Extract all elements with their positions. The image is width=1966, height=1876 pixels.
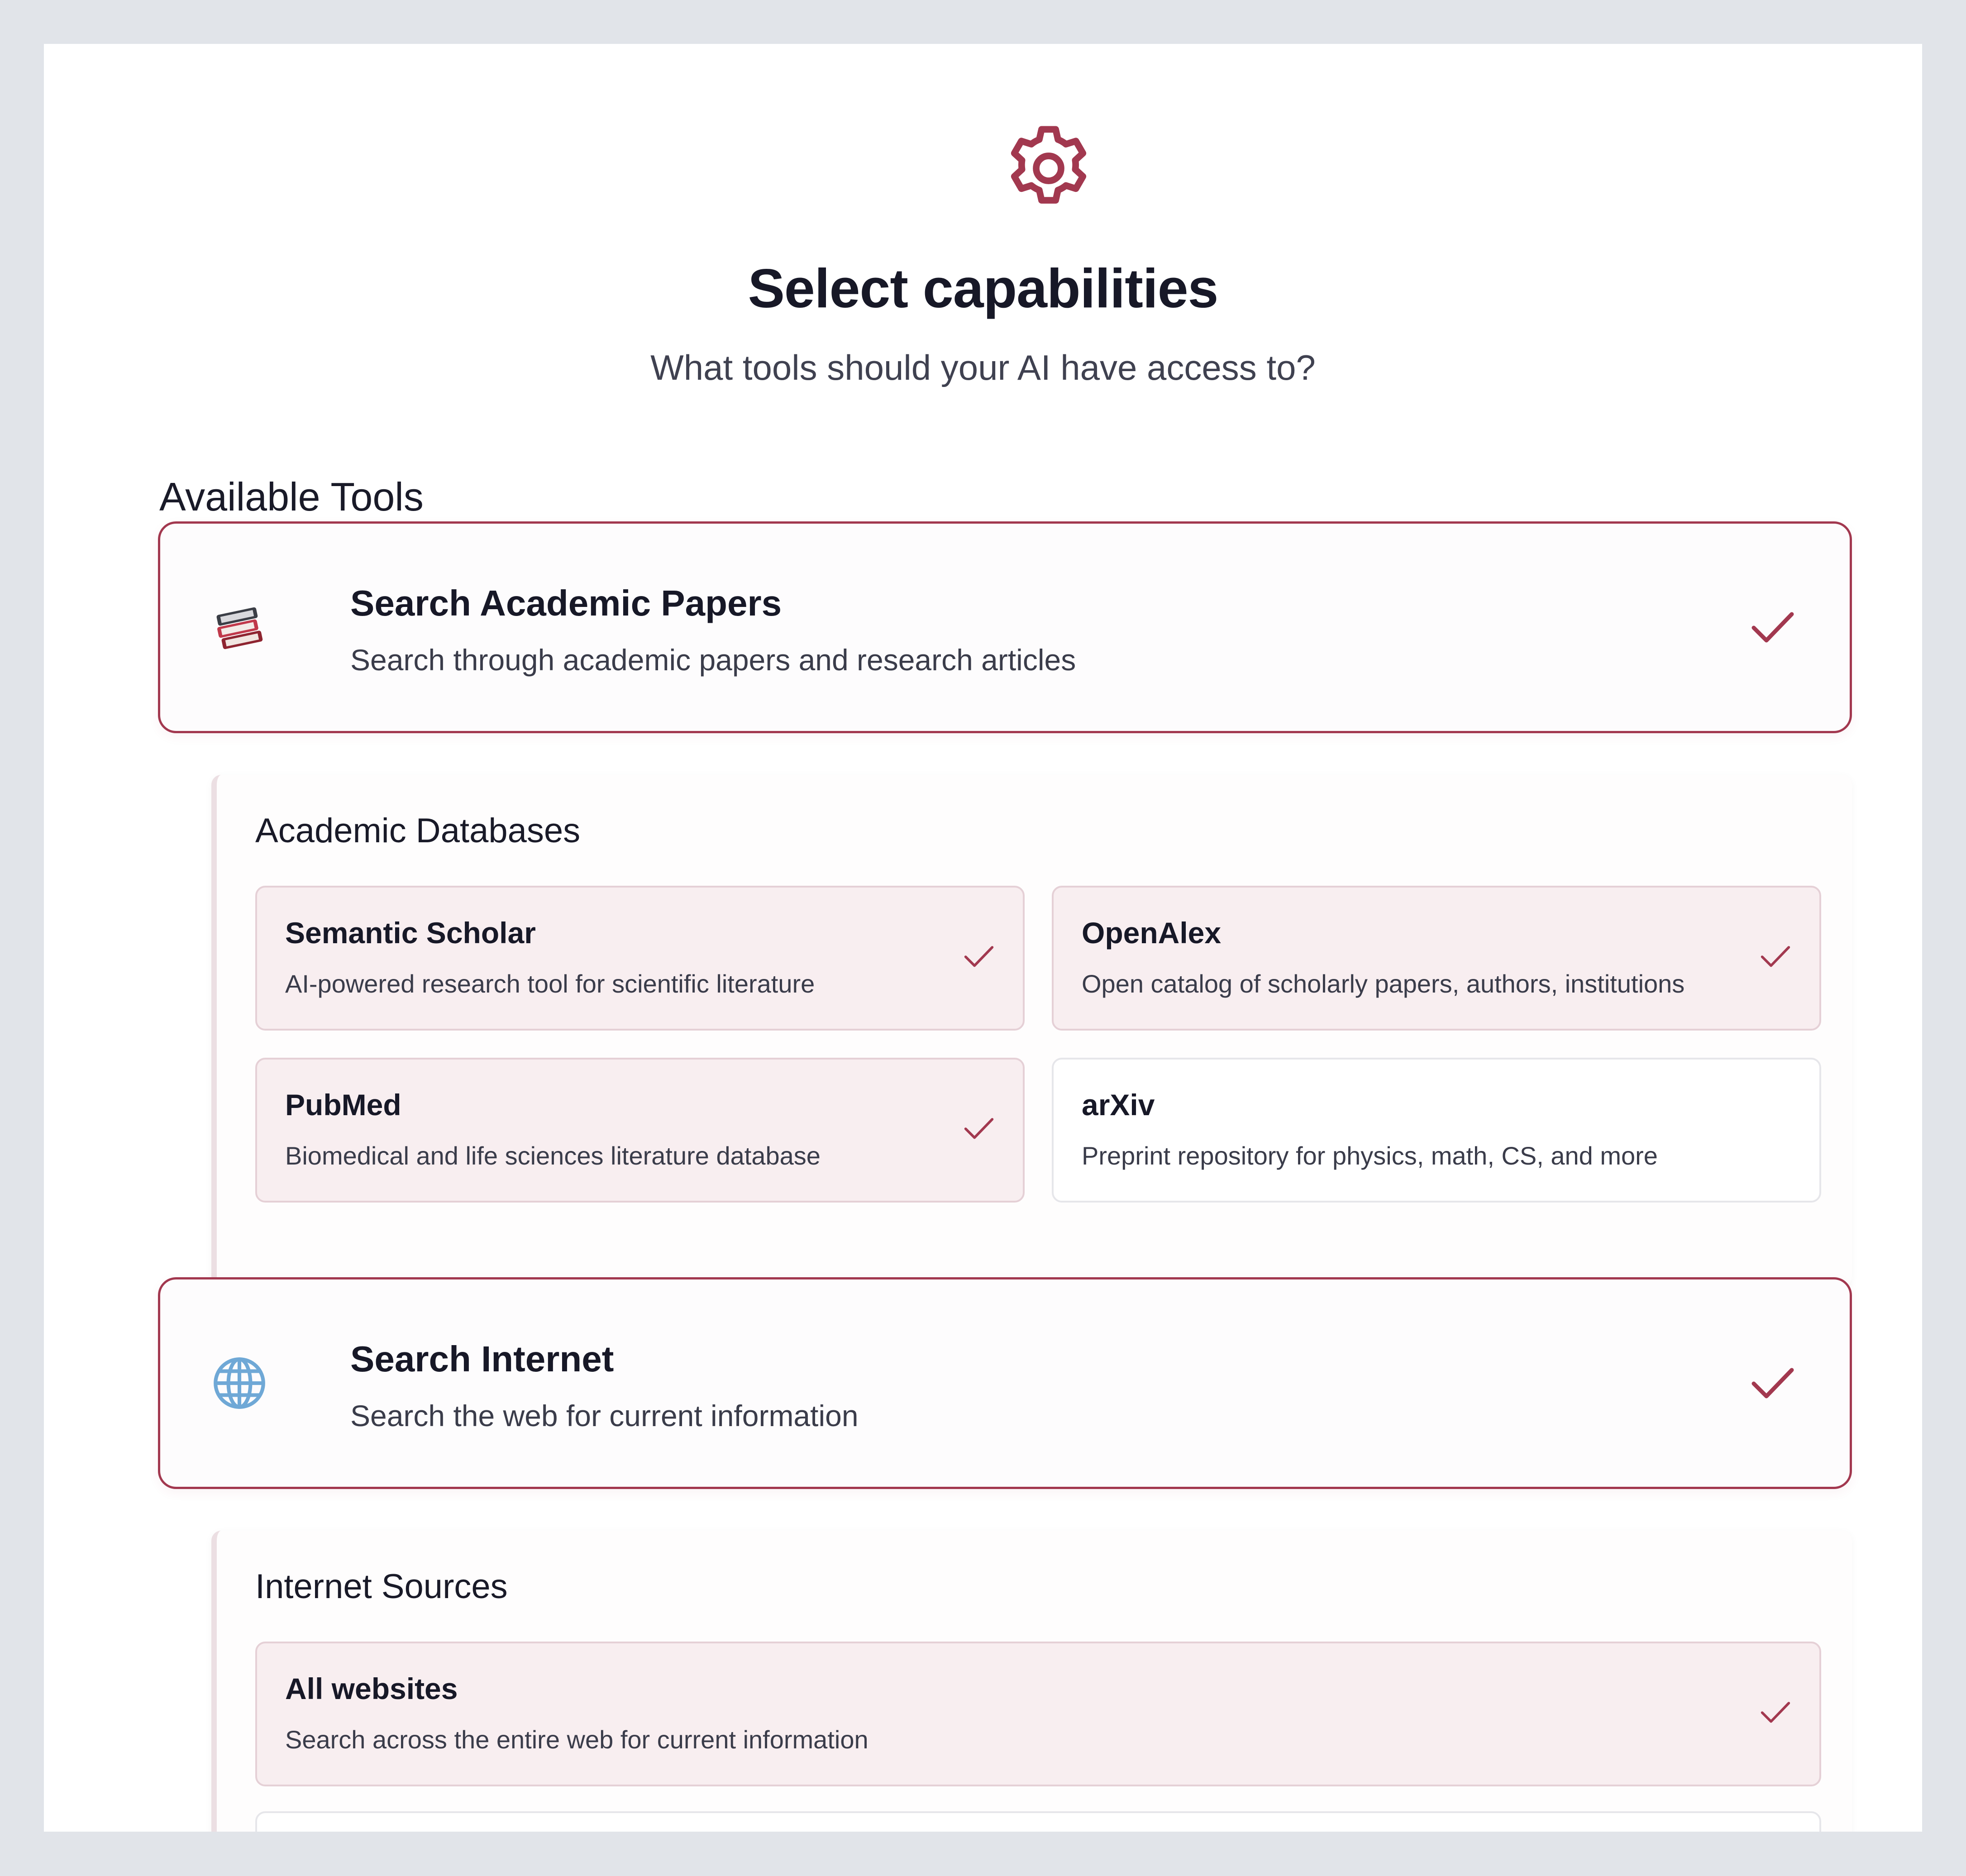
option-next-source[interactable] — [255, 1811, 1821, 1832]
option-pubmed[interactable] — [255, 1058, 1025, 1203]
check-icon — [963, 944, 995, 969]
tool-card-search-academic-papers[interactable] — [158, 521, 1852, 733]
check-icon — [1750, 1365, 1795, 1402]
globe-icon — [210, 1354, 269, 1413]
option-semantic-scholar[interactable] — [255, 886, 1025, 1031]
option-description: Search across the entire web for current information — [285, 1725, 868, 1754]
check-icon — [1760, 944, 1791, 969]
tool-description: Search through academic papers and research articles — [350, 643, 1076, 677]
option-arxiv[interactable] — [1052, 1058, 1821, 1203]
internet-sources-panel — [211, 1531, 1852, 1832]
page-title: Select capabilities — [748, 258, 1218, 319]
option-title: OpenAlex — [1082, 916, 1222, 950]
option-description: Biomedical and life sciences literature database — [285, 1141, 821, 1170]
internet-sources-heading: Internet Sources — [255, 1567, 508, 1606]
tool-title: Search Internet — [350, 1339, 614, 1379]
check-icon — [1750, 610, 1795, 646]
academic-databases-heading: Academic Databases — [255, 812, 581, 850]
tool-description: Search the web for current information — [350, 1399, 859, 1432]
check-icon — [963, 1116, 995, 1141]
books-icon — [210, 598, 269, 657]
option-openalex[interactable] — [1052, 886, 1821, 1031]
tool-card-search-internet[interactable] — [158, 1277, 1852, 1489]
option-description: Open catalog of scholarly papers, authors, institutions — [1082, 969, 1685, 998]
option-description: Preprint repository for physics, math, CS, and more — [1082, 1141, 1658, 1170]
capabilities-panel — [44, 44, 1922, 1832]
option-all-websites[interactable] — [255, 1642, 1821, 1786]
option-title: PubMed — [285, 1088, 401, 1122]
option-title: Semantic Scholar — [285, 916, 536, 950]
option-description: AI-powered research tool for scientific literature — [285, 969, 815, 998]
check-icon — [1760, 1700, 1791, 1725]
option-title: All websites — [285, 1672, 458, 1705]
available-tools-heading: Available Tools — [159, 474, 424, 519]
gear-icon — [999, 119, 1098, 218]
option-title: arXiv — [1082, 1088, 1155, 1122]
academic-databases-panel — [211, 775, 1852, 1286]
tool-title: Search Academic Papers — [350, 583, 782, 623]
page-subtitle: What tools should your AI have access to? — [650, 348, 1316, 387]
